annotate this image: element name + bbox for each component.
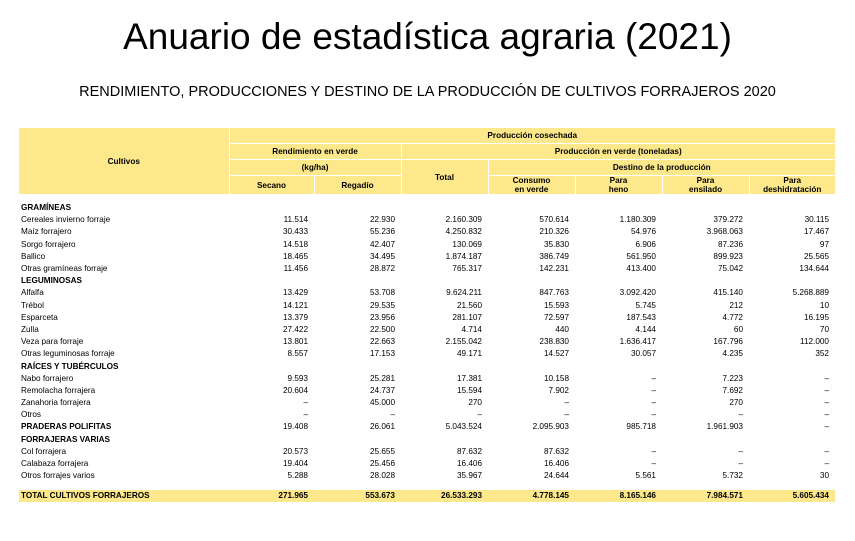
row-value <box>749 360 835 372</box>
row-value: 187.543 <box>626 312 656 322</box>
row-value: 13.801 <box>282 337 308 347</box>
row-value: 5.732 <box>722 471 743 481</box>
row-value: 21.560 <box>456 300 482 310</box>
row-value <box>314 275 401 287</box>
row-value <box>749 202 835 214</box>
category-row <box>19 275 835 287</box>
row-value: – <box>824 459 829 469</box>
row-label: Zulla <box>21 324 39 334</box>
row-label: Nabo forrajero <box>21 373 74 383</box>
row-value: 19.404 <box>282 459 308 469</box>
row-value: – <box>824 422 829 432</box>
table-row <box>19 251 835 263</box>
row-value: 386.749 <box>539 251 569 261</box>
row-value <box>229 434 314 446</box>
header-produccion-verde: Producción en verde (toneladas) <box>401 144 835 160</box>
total-label: TOTAL CULTIVOS FORRAJEROS <box>19 490 229 502</box>
row-label: Maíz forrajero <box>21 227 72 237</box>
row-value: – <box>824 373 829 383</box>
row-value: 847.763 <box>539 288 569 298</box>
row-value: 2.095.903 <box>532 422 569 432</box>
row-value <box>575 275 662 287</box>
row-value: 29.535 <box>369 300 395 310</box>
row-value: 212 <box>729 300 743 310</box>
table-row <box>19 446 835 458</box>
row-value <box>401 434 488 446</box>
row-value: 30.433 <box>282 227 308 237</box>
row-value: 87.632 <box>456 446 482 456</box>
row-value: 4.144 <box>635 324 656 334</box>
row-value: 24.644 <box>543 471 569 481</box>
table-body <box>19 194 835 490</box>
row-value <box>749 275 835 287</box>
header-deshid-l2: deshidratación <box>763 185 822 194</box>
row-value: 13.429 <box>282 288 308 298</box>
header-consumo <box>488 176 575 195</box>
row-value: 54.976 <box>630 227 656 237</box>
row-value: 1.874.187 <box>445 251 482 261</box>
row-value <box>488 202 575 214</box>
row-value <box>401 275 488 287</box>
row-value: 49.171 <box>456 349 482 359</box>
row-value: 30.115 <box>804 215 829 225</box>
row-value: 112.000 <box>800 337 829 347</box>
row-value: 14.121 <box>282 300 308 310</box>
table-row <box>19 324 835 336</box>
row-value: 70 <box>819 324 829 334</box>
row-value <box>749 434 835 446</box>
total-row <box>19 490 835 502</box>
category-row <box>19 202 835 214</box>
row-value: 3.092.420 <box>619 288 656 298</box>
total-heno: 8.165.146 <box>575 490 662 502</box>
total-consumo: 4.778.145 <box>488 490 575 502</box>
row-value: 72.597 <box>543 312 569 322</box>
table-row <box>19 458 835 470</box>
header-consumo-l1: Consumo <box>512 176 551 185</box>
row-value: – <box>651 385 656 395</box>
row-value: 134.644 <box>799 264 829 274</box>
total-deshidratacion: 5.605.434 <box>749 490 835 502</box>
row-value: 10.158 <box>543 373 569 383</box>
row-value: 60 <box>733 324 743 334</box>
table-row <box>19 214 835 226</box>
row-value: – <box>738 446 743 456</box>
header-total: Total <box>401 160 488 195</box>
row-value: 18.465 <box>282 251 308 261</box>
row-value: 415.140 <box>713 288 743 298</box>
row-label: Calabaza forrajera <box>21 459 89 469</box>
row-value: 26.061 <box>369 422 395 432</box>
row-value: – <box>564 410 569 420</box>
row-value <box>229 202 314 214</box>
row-value: 7.692 <box>722 385 743 395</box>
row-value: 2.160.309 <box>445 215 482 225</box>
total-ensilado: 7.984.571 <box>662 490 749 502</box>
header-deshid-l1: Para <box>783 176 802 185</box>
table-row <box>19 336 835 348</box>
row-value: 561.950 <box>626 251 656 261</box>
header-cultivos: Cultivos <box>19 128 229 194</box>
header-regadio: Regadío <box>314 176 401 195</box>
row-value: – <box>303 410 308 420</box>
row-value <box>229 360 314 372</box>
row-value: 11.514 <box>283 215 308 225</box>
category-row <box>19 360 835 372</box>
row-value: 16.406 <box>456 459 482 469</box>
row-value: 87.632 <box>543 446 569 456</box>
row-value: 20.604 <box>282 385 308 395</box>
row-value: 352 <box>815 349 829 359</box>
row-value: 570.614 <box>539 215 569 225</box>
row-value: – <box>824 410 829 420</box>
row-value: 30 <box>819 471 829 481</box>
row-value <box>314 360 401 372</box>
header-rendimiento: Rendimiento en verde <box>229 144 401 160</box>
row-value: 7.902 <box>548 385 569 395</box>
row-value: 5.561 <box>635 471 656 481</box>
table-row <box>19 226 835 238</box>
row-value <box>575 360 662 372</box>
row-value: 899.923 <box>713 251 743 261</box>
row-value: 379.272 <box>713 215 743 225</box>
row-label: PRADERAS POLIFITAS <box>21 422 112 432</box>
row-value: 13.379 <box>282 312 308 322</box>
row-value: 42.407 <box>369 239 395 249</box>
row-value: 97 <box>819 239 829 249</box>
row-value: 55.236 <box>369 227 395 237</box>
row-label: Otros forrajes varios <box>21 471 95 481</box>
row-value: 27.422 <box>282 324 308 334</box>
row-value <box>488 360 575 372</box>
row-value: – <box>477 410 482 420</box>
row-value: 238.830 <box>539 337 569 347</box>
header-deshidratacion <box>749 176 835 195</box>
row-label: Otras leguminosas forraje <box>21 349 115 359</box>
row-value: – <box>824 446 829 456</box>
row-label: Alfalfa <box>21 288 44 298</box>
row-value: 14.518 <box>282 239 308 249</box>
table-row <box>19 373 835 385</box>
row-label: Trébol <box>21 300 44 310</box>
table-row <box>19 300 835 312</box>
row-value: 8.557 <box>287 349 308 359</box>
table-row <box>19 239 835 251</box>
row-value: 14.527 <box>543 349 569 359</box>
row-value <box>229 275 314 287</box>
row-value: 2.155.042 <box>445 337 482 347</box>
row-value: 5.288 <box>287 471 308 481</box>
row-label: LEGUMINOSAS <box>21 276 82 286</box>
table-row <box>19 385 835 397</box>
row-value: 15.594 <box>456 385 482 395</box>
row-value: 45.000 <box>369 398 395 408</box>
row-value: 413.400 <box>626 264 656 274</box>
row-value <box>401 202 488 214</box>
row-value: 11.456 <box>283 264 308 274</box>
total-total: 26.533.293 <box>401 490 488 502</box>
row-value: 28.028 <box>369 471 395 481</box>
row-value: 10 <box>819 300 829 310</box>
row-value: 210.326 <box>539 227 569 237</box>
row-value: 17.381 <box>456 373 482 383</box>
row-value: 985.718 <box>626 422 656 432</box>
table-row <box>19 397 835 409</box>
row-value: 16.406 <box>543 459 569 469</box>
row-value <box>575 434 662 446</box>
row-label: Otras gramíneas forraje <box>21 264 108 274</box>
row-value <box>488 434 575 446</box>
row-value <box>662 434 749 446</box>
row-value <box>662 202 749 214</box>
row-label: Col forrajera <box>21 446 67 456</box>
row-value: 87.236 <box>717 239 743 249</box>
header-consumo-l2: en verde <box>514 185 549 194</box>
row-value: 25.281 <box>369 373 395 383</box>
row-value: – <box>390 410 395 420</box>
row-value: – <box>651 446 656 456</box>
category-row <box>19 434 835 446</box>
row-value: – <box>564 398 569 408</box>
page-title: Anuario de estadística agraria (2021) <box>123 16 732 57</box>
row-value: 19.408 <box>282 422 308 432</box>
row-value: 17.153 <box>369 349 395 359</box>
row-value: 7.223 <box>722 373 743 383</box>
row-value: – <box>738 410 743 420</box>
row-value: 130.069 <box>452 239 482 249</box>
table-row <box>19 348 835 360</box>
row-value <box>314 202 401 214</box>
header-ensilado-l2: ensilado <box>688 185 723 194</box>
row-value: – <box>824 398 829 408</box>
row-value: 1.636.417 <box>619 337 656 347</box>
row-value: 24.737 <box>369 385 395 395</box>
row-value <box>662 275 749 287</box>
row-value: 4.235 <box>722 349 743 359</box>
header-heno-l1: Para <box>609 176 628 185</box>
header-ensilado-l1: Para <box>696 176 715 185</box>
row-value: – <box>738 459 743 469</box>
forage-crops-table <box>19 128 835 502</box>
row-value <box>314 434 401 446</box>
category-row <box>19 421 835 433</box>
row-value: 22.663 <box>369 337 395 347</box>
table-row <box>19 409 835 421</box>
row-value: – <box>651 373 656 383</box>
total-regadio: 553.673 <box>314 490 401 502</box>
row-value: 22.930 <box>369 215 395 225</box>
row-value: 281.107 <box>452 312 482 322</box>
row-value: 4.772 <box>722 312 743 322</box>
row-value: – <box>651 459 656 469</box>
row-value: 440 <box>555 324 569 334</box>
row-value: – <box>651 398 656 408</box>
header-heno-l2: heno <box>608 185 629 194</box>
row-value: 35.967 <box>456 471 482 481</box>
row-label: Remolacha forrajera <box>21 385 96 395</box>
row-value: 35.830 <box>543 239 569 249</box>
row-value: – <box>651 410 656 420</box>
row-value: 765.317 <box>452 264 482 274</box>
row-value: 3.968.063 <box>706 227 743 237</box>
row-value: 22.500 <box>369 324 395 334</box>
row-label: GRAMÍNEAS <box>21 203 72 213</box>
table-row <box>19 312 835 324</box>
row-value: 28.872 <box>369 264 395 274</box>
row-value: 5.268.889 <box>792 288 829 298</box>
total-secano: 271.965 <box>229 490 314 502</box>
row-value: 9.593 <box>287 373 308 383</box>
row-value: 25.565 <box>803 251 829 261</box>
row-value: 1.961.903 <box>706 422 743 432</box>
header-ensilado <box>662 176 749 195</box>
header-destino: Destino de la producción <box>488 160 835 176</box>
table-row <box>19 287 835 299</box>
row-value: 270 <box>468 398 482 408</box>
row-value: 1.180.309 <box>619 215 656 225</box>
row-value: 4.714 <box>461 324 482 334</box>
row-label: Otros <box>21 410 42 420</box>
row-value: 4.250.832 <box>445 227 482 237</box>
row-label: Veza para forraje <box>21 337 84 347</box>
row-value: 17.467 <box>803 227 829 237</box>
row-value: 5.043.524 <box>445 422 482 432</box>
header-produccion-cosechada: Producción cosechada <box>229 128 835 144</box>
table-row <box>19 263 835 275</box>
row-value: 6.906 <box>635 239 656 249</box>
row-value: 30.057 <box>630 349 656 359</box>
header-rendimiento-unit: (kg/ha) <box>229 160 401 176</box>
row-value: – <box>824 385 829 395</box>
row-label: FORRAJERAS VARIAS <box>21 434 111 444</box>
row-value: 270 <box>729 398 743 408</box>
row-value: 25.655 <box>369 446 395 456</box>
row-value: 142.231 <box>539 264 569 274</box>
row-value: 20.573 <box>282 446 308 456</box>
row-value <box>575 202 662 214</box>
row-value: 5.745 <box>635 300 656 310</box>
row-value: 25.456 <box>369 459 395 469</box>
row-label: Zanahoria forrajera <box>21 398 91 408</box>
row-label: Cereales invierno forraje <box>21 215 111 225</box>
row-value: 34.495 <box>369 251 395 261</box>
row-value: 75.042 <box>717 264 743 274</box>
row-label: RAÍCES Y TUBÉRCULOS <box>21 361 119 371</box>
row-value <box>401 360 488 372</box>
row-value: 15.593 <box>543 300 569 310</box>
row-value: 9.624.211 <box>446 288 482 298</box>
row-value <box>488 275 575 287</box>
table-row <box>19 470 835 482</box>
row-value: 16.195 <box>803 312 829 322</box>
table-subtitle: RENDIMIENTO, PRODUCCIONES Y DESTINO DE LA PRODUCCIÓN DE CULTIVOS FORRAJEROS 2020 <box>79 84 776 100</box>
row-value: – <box>303 398 308 408</box>
row-label: Sorgo forrajero <box>21 239 76 249</box>
row-label: Esparceta <box>21 312 58 322</box>
header-secano: Secano <box>229 176 314 195</box>
row-value <box>662 360 749 372</box>
row-value: 167.796 <box>713 337 743 347</box>
row-label: Ballico <box>21 251 46 261</box>
row-value: 53.708 <box>369 288 395 298</box>
header-heno <box>575 176 662 195</box>
row-value: 23.956 <box>369 312 395 322</box>
